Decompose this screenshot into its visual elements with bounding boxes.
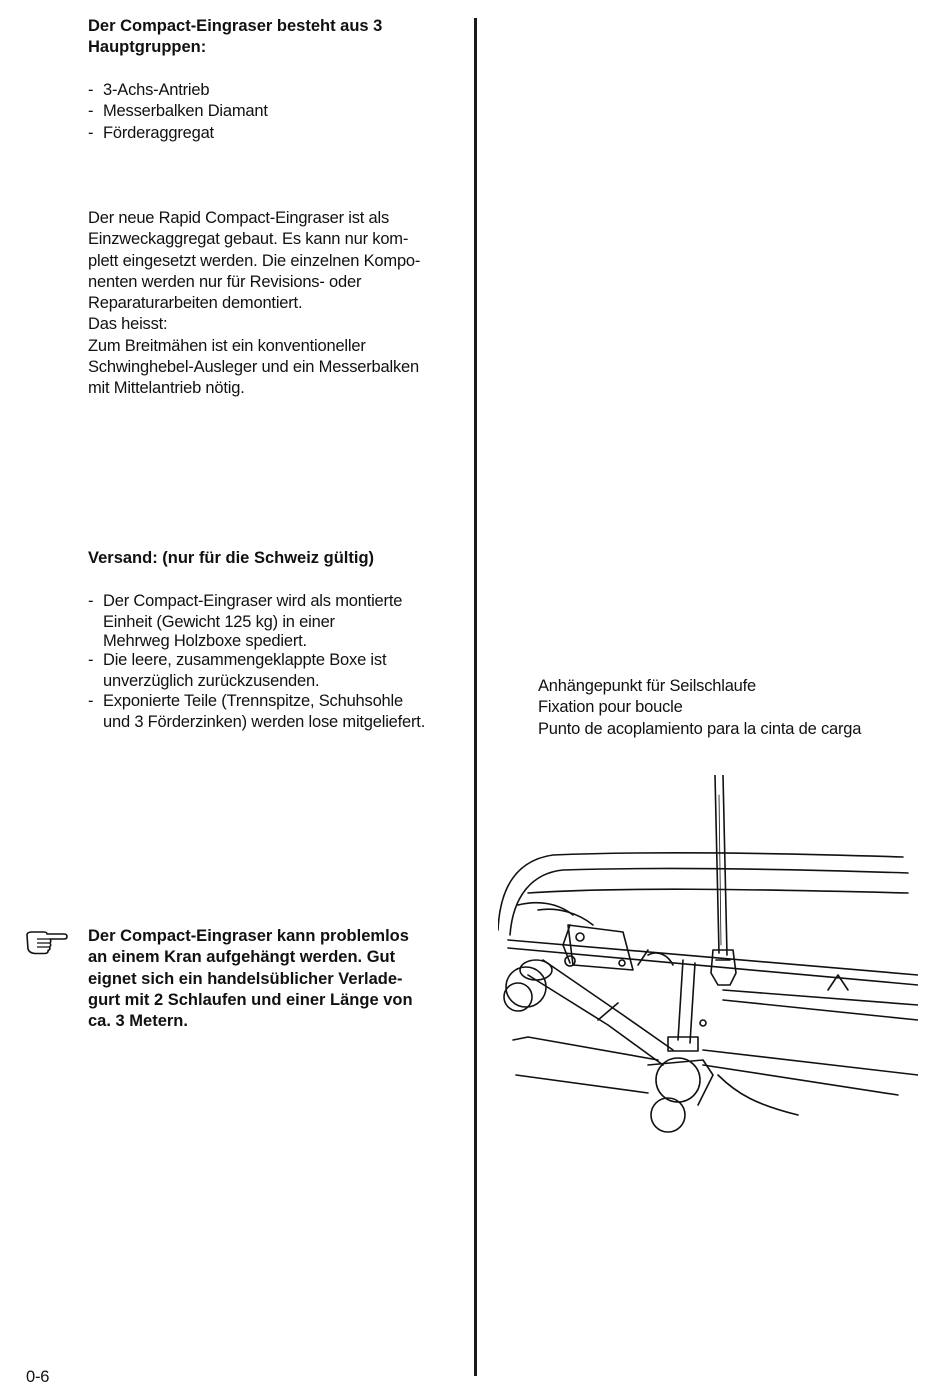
paragraph-line: Das heisst: [88, 315, 168, 334]
paragraph-line: Reparaturarbeiten demontiert. [88, 294, 303, 313]
note-line: Der Compact-Eingraser kann problemlos [88, 927, 409, 945]
caption-line-es: Punto de acoplamiento para la cinta de carga [538, 719, 862, 738]
note-line: ca. 3 Metern. [88, 1012, 188, 1031]
list-item-line: Mehrweg Holzboxe spediert. [103, 632, 307, 650]
section-heading-hauptgruppen [88, 16, 382, 59]
hauptgruppen-list [88, 80, 268, 144]
note-line: an einem Kran aufgehängt werden. Gut [88, 948, 396, 967]
list-item: - 3-Achs-Antrieb [88, 80, 268, 101]
versand-heading: Versand: (nur für die Schweiz gültig) [88, 549, 375, 567]
note-line: gurt mit 2 Schlaufen und einer Länge von [88, 990, 413, 1009]
heading-line: Hauptgruppen: [88, 38, 207, 57]
list-item-line: - Die leere, zusammengeklappte Boxe ist [103, 651, 387, 669]
description-paragraph [88, 208, 420, 400]
list-item-line: Einheit (Gewicht 125 kg) in einer [103, 612, 335, 631]
list-item-line: unverzüglich zurückzusenden. [103, 671, 320, 690]
paragraph-line: nenten werden nur für Revisions- oder [88, 272, 362, 291]
list-item-line: und 3 Förderzinken) werden lose mitgeliefert. [103, 712, 426, 731]
paragraph-line: Zum Breitmähen ist ein konventioneller [88, 336, 366, 355]
attachment-point-illustration [498, 775, 918, 1145]
list-item [88, 650, 425, 691]
list-item [88, 591, 425, 650]
caption-line-fr: Fixation pour boucle [538, 698, 683, 717]
column-divider [474, 18, 477, 1376]
list-item-line: - Der Compact-Eingraser wird als montierte [103, 592, 403, 610]
paragraph-line: mit Mittelantrieb nötig. [88, 379, 245, 398]
crane-note [88, 926, 413, 1032]
versand-list [88, 591, 425, 732]
list-item: - Förderaggregat [88, 123, 268, 144]
list-item [88, 691, 425, 732]
list-item: - Messerbalken Diamant [88, 101, 268, 122]
paragraph-line: Schwinghebel-Ausleger und ein Messerbalken [88, 358, 419, 377]
paragraph-line: Einzweckaggregat gebaut. Es kann nur kom- [88, 230, 409, 249]
figure-caption [538, 676, 861, 740]
paragraph-line: Der neue Rapid Compact-Eingraser ist als [88, 209, 390, 227]
paragraph-line: plett eingesetzt werden. Die einzelnen Kompo- [88, 251, 421, 270]
heading-line: Der Compact-Eingraser besteht aus 3 [88, 17, 383, 35]
pointing-hand-icon [24, 927, 68, 955]
list-item-line: - Exponierte Teile (Trennspitze, Schuhsohle [103, 692, 403, 710]
caption-line-de: Anhängepunkt für Seilschlaufe [538, 677, 757, 695]
note-line: eignet sich ein handelsüblicher Verlade- [88, 969, 403, 988]
page-number: 0-6 [26, 1368, 50, 1386]
